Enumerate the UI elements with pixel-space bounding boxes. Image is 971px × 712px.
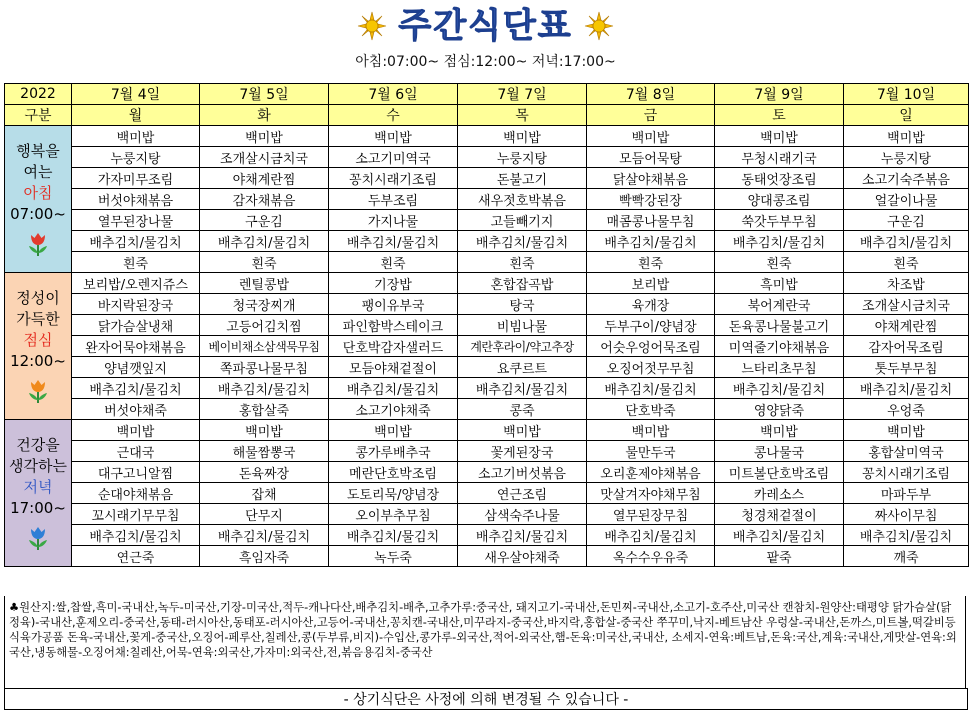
menu-cell: 단호박감자샐러드 [329,336,458,357]
menu-cell: 배추김치/물김치 [715,525,844,546]
date-cell: 7월 7일 [458,84,587,105]
date-cell: 7월 6일 [329,84,458,105]
menu-cell: 백미밥 [329,420,458,441]
menu-cell: 새우살야채죽 [458,546,587,567]
menu-cell: 고등어김치찜 [200,315,329,336]
menu-cell: 배추김치/물김치 [458,231,587,252]
menu-cell: 렌틸콩밥 [200,273,329,294]
menu-cell: 누룽지탕 [458,147,587,168]
meal-name: 아침 [23,184,53,202]
day-cell: 토 [715,105,844,126]
change-notice: - 상기식단은 사정에 의해 변경될 수 있습니다 - [4,688,968,710]
menu-cell: 계란후라이/약고추장 [458,336,587,357]
label-line: 정성이 [16,289,60,307]
menu-cell: 구운김 [844,210,969,231]
menu-cell: 연근조림 [458,483,587,504]
menu-cell: 요쿠르트 [458,357,587,378]
menu-cell: 청국장찌개 [200,294,329,315]
menu-cell: 돈육짜장 [200,462,329,483]
menu-cell: 쑥갓두부무침 [715,210,844,231]
menu-cell: 맛살겨자야채무침 [587,483,715,504]
menu-cell: 오이부추무침 [329,504,458,525]
menu-cell: 흰죽 [715,252,844,273]
menu-cell: 돈육콩나물불고기 [715,315,844,336]
menu-cell: 백미밥 [844,126,969,147]
menu-cell: 깨죽 [844,546,969,567]
breakfast-row [5,210,969,231]
date-cell: 7월 5일 [200,84,329,105]
menu-cell: 배추김치/물김치 [715,231,844,252]
menu-cell: 차조밥 [844,273,969,294]
menu-cell: 버섯야채죽 [72,399,200,420]
day-cell: 일 [844,105,969,126]
menu-cell: 어슷우엉어묵조림 [587,336,715,357]
menu-cell: 흰죽 [844,252,969,273]
day-row [5,105,969,126]
menu-cell: 베이비채소삼색묵무침 [200,336,329,357]
menu-cell: 단무지 [200,504,329,525]
menu-cell: 백미밥 [458,420,587,441]
date-row [5,84,969,105]
menu-cell: 배추김치/물김치 [200,525,329,546]
menu-cell: 백미밥 [200,420,329,441]
menu-cell: 대구고니알찜 [72,462,200,483]
menu-cell: 해물짬뽕국 [200,441,329,462]
menu-cell: 배추김치/물김치 [329,525,458,546]
menu-cell: 콩나물국 [715,441,844,462]
menu-cell: 백미밥 [200,126,329,147]
menu-cell: 백미밥 [587,420,715,441]
meal-time: 07:00~ [10,205,66,223]
menu-cell: 배추김치/물김치 [72,378,200,399]
menu-cell: 동태엇장조림 [715,168,844,189]
menu-cell: 배추김치/물김치 [587,378,715,399]
menu-cell: 카레소스 [715,483,844,504]
menu-cell: 배추김치/물김치 [844,231,969,252]
menu-cell: 닭살야채볶음 [587,168,715,189]
dinner-label [5,420,72,567]
menu-cell: 두부구이/양념장 [587,315,715,336]
menu-cell: 흰죽 [458,252,587,273]
menu-cell: 감자채볶음 [200,189,329,210]
menu-cell: 닭가슴살냉채 [72,315,200,336]
menu-cell: 삼색숙주나물 [458,504,587,525]
menu-cell: 백미밥 [72,126,200,147]
menu-cell: 꼬시래기무무침 [72,504,200,525]
menu-cell: 모듬야채겉절이 [329,357,458,378]
menu-cell: 순대야채볶음 [72,483,200,504]
menu-cell: 흰죽 [72,252,200,273]
breakfast-row [5,189,969,210]
menu-cell: 물만두국 [587,441,715,462]
origin-notes: ♣원산지:쌀,찹쌀,흑미-국내산,녹두-미국산,기장-미국산,적두-캐나다산,배추김치-배추,고추가루:중국산, 돼지고기-국내산,돈민찌-국내산,소고기-호주산,미국산 캔참치-원양산:태평양 닭가슴살(닭정육)-국내산,훈제오리-중국산,동태-러시아산,동태포-러시아산,고등어-국내산,꽁치캔-국내산,미꾸라지-중국산,바지락,홍합살-중국산 쭈꾸미,낙지-베트남산 우렁살-국내산,돈까스,미트볼,떡갈비등 식육가공품 돈육-국내산,꽃게-중국산,오징어-페루산,칠레산,콩(두부류,비지)-수입산,콩가루-외국산,적어-외국산,햄-돈육:미국산,국내산, 소세지-연육:베트남,돈육:국산,계육:국내산,게맛살-연육:외국산,냉동해물-오징어채:칠레산,어묵-연육:외국산,가자미:외국산,전,볶음용김치-중국산 [4,596,966,689]
meal-time: 17:00~ [10,499,66,517]
lunch-row [5,273,969,294]
lunch-row [5,399,969,420]
menu-cell: 팥죽 [715,546,844,567]
menu-cell: 꽁치시래기조림 [329,168,458,189]
menu-cell: 배추김치/물김치 [458,378,587,399]
menu-cell: 배추김치/물김치 [200,378,329,399]
menu-cell: 마파두부 [844,483,969,504]
menu-cell: 쪽파콩나물무침 [200,357,329,378]
menu-cell: 완자어묵야채볶음 [72,336,200,357]
page-title: 주간식단표 [398,6,573,46]
dinner-row [5,420,969,441]
menu-cell: 미트볼단호박조림 [715,462,844,483]
dinner-row [5,441,969,462]
menu-cell: 백미밥 [72,420,200,441]
day-cell: 화 [200,105,329,126]
date-cell: 7월 8일 [587,84,715,105]
menu-cell: 흰죽 [329,252,458,273]
date-cell: 7월 10일 [844,84,969,105]
menu-cell: 무청시래기국 [715,147,844,168]
menu-cell: 육개장 [587,294,715,315]
menu-cell: 백미밥 [715,420,844,441]
dinner-row [5,525,969,546]
menu-cell: 얼갈이나물 [844,189,969,210]
meal-name: 저녁 [23,478,53,496]
menu-cell: 홍합살미역국 [844,441,969,462]
menu-cell: 흰죽 [200,252,329,273]
menu-cell: 배추김치/물김치 [200,231,329,252]
breakfast-row [5,126,969,147]
day-cell: 금 [587,105,715,126]
menu-cell: 톳두부무침 [844,357,969,378]
menu-cell: 옥수수우유죽 [587,546,715,567]
menu-cell: 미역줄기야채볶음 [715,336,844,357]
menu-cell: 버섯야채볶음 [72,189,200,210]
meal-times: 아침:07:00~ 점심:12:00~ 저녁:17:00~ [355,54,616,70]
menu-cell: 팽이유부국 [329,294,458,315]
menu-cell: 녹두죽 [329,546,458,567]
menu-cell: 꽁치시래기조림 [844,462,969,483]
menu-cell: 오리훈제야채볶음 [587,462,715,483]
menu-cell: 홍합살죽 [200,399,329,420]
menu-cell: 백미밥 [458,126,587,147]
sun-icon [357,11,387,41]
menu-cell: 조개살시금치국 [844,294,969,315]
menu-cell: 흑임자죽 [200,546,329,567]
breakfast-label [5,126,72,273]
day-cell: 수 [329,105,458,126]
menu-cell: 감자어묵조림 [844,336,969,357]
menu-cell: 소고기야채죽 [329,399,458,420]
menu-cell: 청경채겉절이 [715,504,844,525]
lunch-label [5,273,72,420]
menu-cell: 짜사이무침 [844,504,969,525]
menu-cell: 백미밥 [587,126,715,147]
lunch-row [5,378,969,399]
menu-cell: 탕국 [458,294,587,315]
menu-cell: 북어계란국 [715,294,844,315]
menu-cell: 비빔나물 [458,315,587,336]
tulip-icon [27,231,49,257]
section-header: 구분 [5,105,72,126]
label-line: 여는 [23,163,53,181]
lunch-row [5,336,969,357]
year-cell: 2022 [5,84,72,105]
menu-cell: 느타리초무침 [715,357,844,378]
menu-cell: 배추김치/물김치 [458,525,587,546]
menu-cell: 우엉죽 [844,399,969,420]
lunch-row [5,315,969,336]
tulip-icon [27,525,49,551]
lunch-row [5,294,969,315]
menu-cell: 백미밥 [844,420,969,441]
menu-cell: 배추김치/물김치 [72,525,200,546]
menu-cell: 파인함박스테이크 [329,315,458,336]
menu-cell: 배추김치/물김치 [329,231,458,252]
menu-cell: 보리밥/오렌지쥬스 [72,273,200,294]
label-line: 생각하는 [9,457,67,475]
date-cell: 7월 9일 [715,84,844,105]
menu-cell: 야채계란찜 [844,315,969,336]
breakfast-row [5,252,969,273]
menu-cell: 배추김치/물김치 [587,525,715,546]
menu-cell: 배추김치/물김치 [587,231,715,252]
menu-cell: 바지락된장국 [72,294,200,315]
menu-cell: 꽃게된장국 [458,441,587,462]
breakfast-row [5,168,969,189]
menu-cell: 매콤콩나물무침 [587,210,715,231]
date-cell: 7월 4일 [72,84,200,105]
menu-cell: 연근죽 [72,546,200,567]
dinner-row [5,483,969,504]
menu-cell: 열무된장나물 [72,210,200,231]
dinner-row [5,504,969,525]
dinner-row [5,546,969,567]
dinner-row [5,462,969,483]
menu-cell: 콩죽 [458,399,587,420]
menu-cell: 소고기버섯볶음 [458,462,587,483]
menu-cell: 근대국 [72,441,200,462]
menu-cell: 양대콩조림 [715,189,844,210]
menu-cell: 빡빡강된장 [587,189,715,210]
weekly-menu-table [4,83,969,567]
menu-cell: 돈불고기 [458,168,587,189]
menu-cell: 콩가루배추국 [329,441,458,462]
label-line: 행복을 [16,142,60,160]
menu-cell: 열무된장무침 [587,504,715,525]
sun-icon [584,11,614,41]
label-line: 건강을 [16,436,60,454]
menu-cell: 도토리묵/양념장 [329,483,458,504]
breakfast-row [5,231,969,252]
menu-cell: 양념깻잎지 [72,357,200,378]
menu-cell: 백미밥 [715,126,844,147]
menu-cell: 새우젓호박볶음 [458,189,587,210]
menu-cell: 백미밥 [329,126,458,147]
menu-cell: 모듬어묵탕 [587,147,715,168]
menu-cell: 누룽지탕 [844,147,969,168]
menu-cell: 메란단호박조림 [329,462,458,483]
menu-cell: 배추김치/물김치 [329,378,458,399]
day-cell: 목 [458,105,587,126]
menu-cell: 구운김 [200,210,329,231]
menu-cell: 조개살시금치국 [200,147,329,168]
menu-cell: 가자미무조림 [72,168,200,189]
meal-time: 12:00~ [10,352,66,370]
tulip-icon [27,378,49,404]
menu-cell: 야채계란찜 [200,168,329,189]
menu-cell: 가지나물 [329,210,458,231]
menu-cell: 단호박죽 [587,399,715,420]
day-cell: 월 [72,105,200,126]
menu-cell: 기장밥 [329,273,458,294]
menu-cell: 배추김치/물김치 [72,231,200,252]
menu-cell: 오징어젓무무침 [587,357,715,378]
menu-cell: 흰죽 [587,252,715,273]
menu-cell: 보리밥 [587,273,715,294]
menu-cell: 배추김치/물김치 [715,378,844,399]
menu-cell: 혼합잡곡밥 [458,273,587,294]
menu-cell: 누룽지탕 [72,147,200,168]
title-area [0,4,971,48]
menu-cell: 잡채 [200,483,329,504]
lunch-row [5,357,969,378]
label-line: 가득한 [16,310,60,328]
menu-cell: 배추김치/물김치 [844,525,969,546]
menu-cell: 배추김치/물김치 [844,378,969,399]
menu-cell: 영양닭죽 [715,399,844,420]
menu-cell: 소고기숙주볶음 [844,168,969,189]
menu-cell: 두부조림 [329,189,458,210]
meal-name: 점심 [23,331,53,349]
menu-cell: 고들빼기지 [458,210,587,231]
breakfast-row [5,147,969,168]
menu-cell: 소고기미역국 [329,147,458,168]
menu-cell: 흑미밥 [715,273,844,294]
